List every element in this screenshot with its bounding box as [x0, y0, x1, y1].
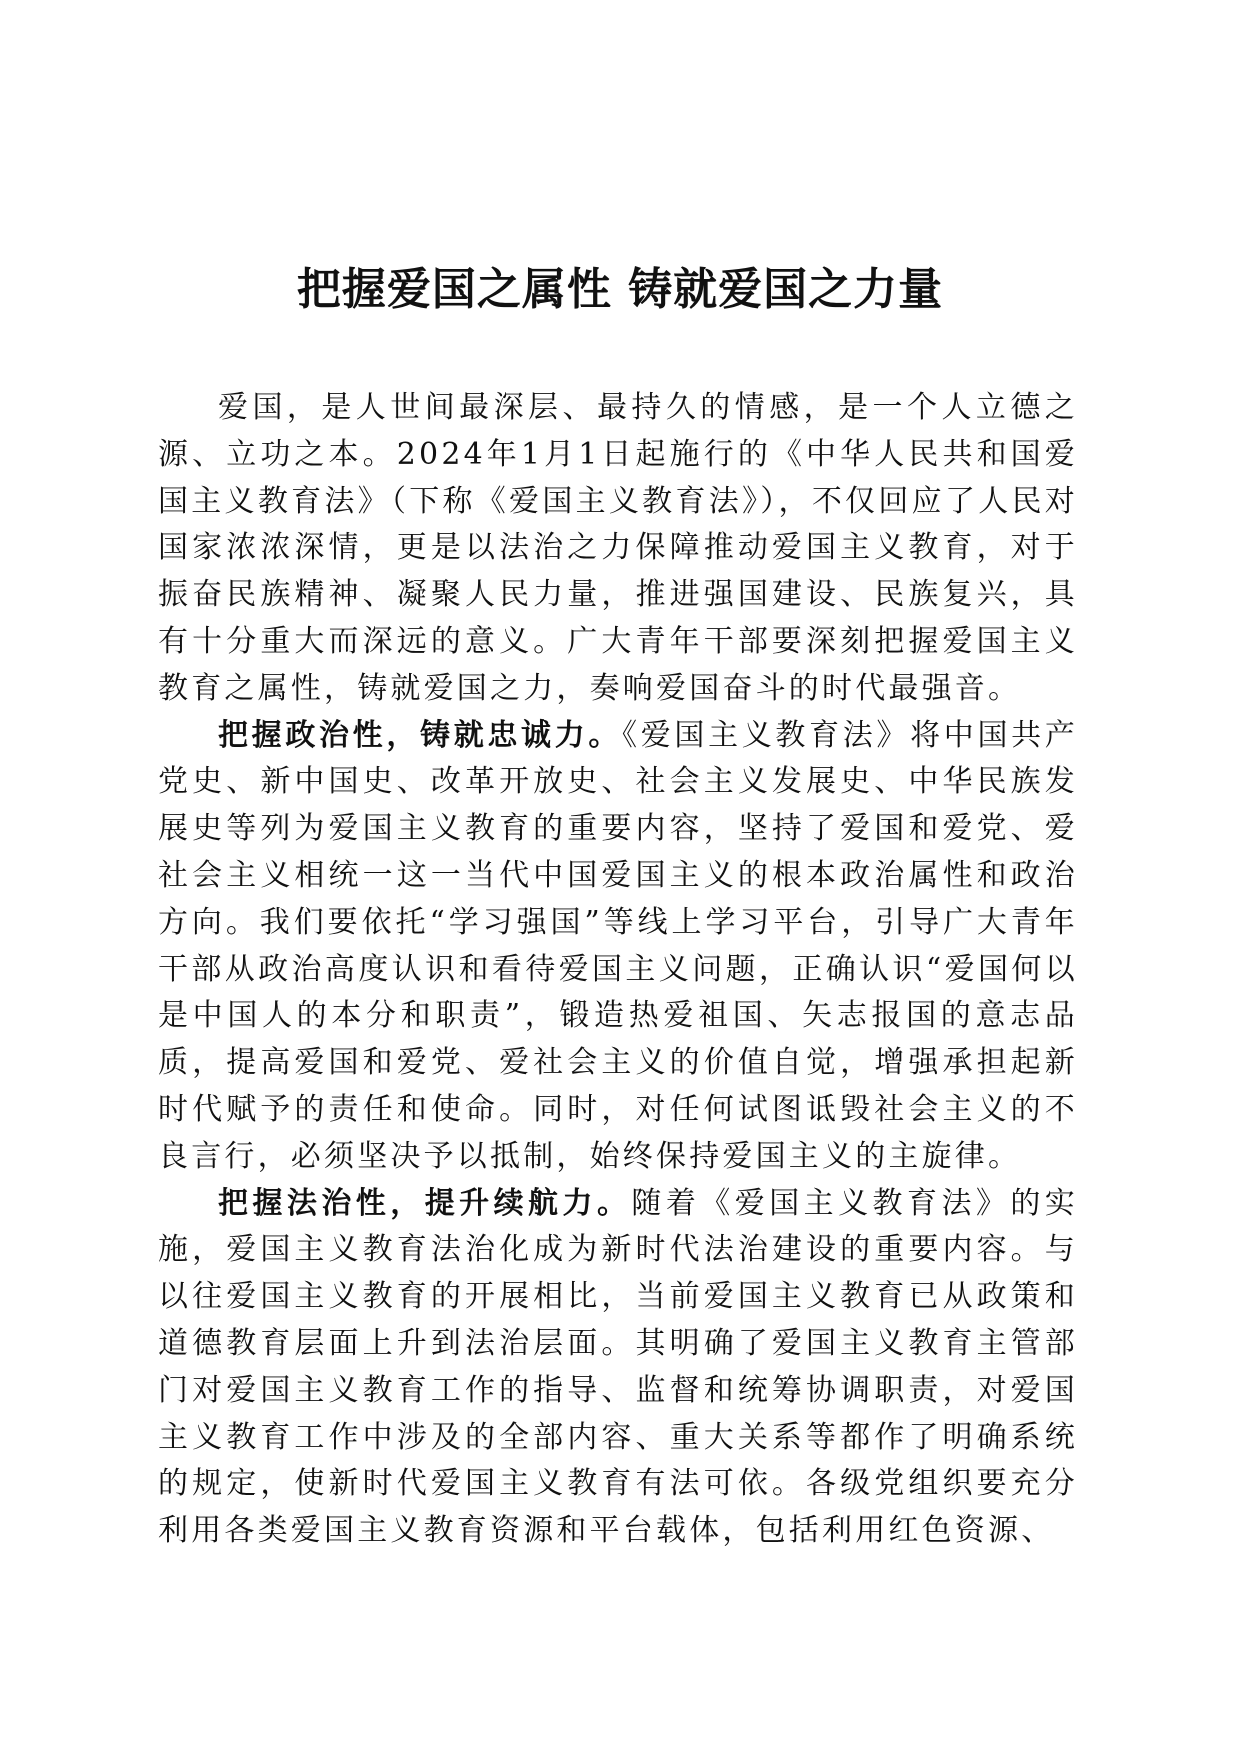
paragraph-lead: 把握政治性，铸就忠诚力。	[218, 717, 623, 753]
paragraph-text: 《爱国主义教育法》将中国共产党史、新中国史、改革开放史、社会主义发展史、中华民族发展史等列为爱国主义教育的重要内容，坚持了爱国和爱党、爱社会主义相统一这一当代中国爱国主义的根本政治属性和政治方向。我们要依托“学习强国”等线上学习平台，引导广大青年干部从政治高度认识和看待爱国主义问题，正确认识“爱国何以是中国人的本分和职责”，锻造热爱祖国、矢志报国的意志品质，提高爱国和爱党、爱社会主义的价值自觉，增强承担起新时代赋予的责任和使命。同时，对任何试图诋毁社会主义的不良言行，必须坚决予以抵制，始终保持爱国主义的主旋律。	[158, 717, 1078, 1174]
paragraph-text: 爱国，是人世间最深层、最持久的情感，是一个人立德之源、立功之本。2024年1月1日起施行的《中华人民共和国爱国主义教育法》（下称《爱国主义教育法》），不仅回应了人民对国家浓浓深情，更是以法治之力保障推动爱国主义教育，对于振奋民族精神、凝聚人民力量，推进强国建设、民族复兴，具有十分重大而深远的意义。广大青年干部要深刻把握爱国主义教育之属性，铸就爱国之力，奏响爱国奋斗的时代最强音。	[158, 390, 1078, 706]
document-body	[158, 385, 1078, 1555]
document-title: 把握爱国之属性 铸就爱国之力量	[296, 264, 944, 315]
paragraph-legal	[158, 1181, 1078, 1555]
paragraph-text: 随着《爱国主义教育法》的实施，爱国主义教育法治化成为新时代法治建设的重要内容。与以往爱国主义教育的开展相比，当前爱国主义教育已从政策和道德教育层面上升到法治层面。其明确了爱国主义教育主管部门对爱国主义教育工作的指导、监督和统筹协调职责，对爱国主义教育工作中涉及的全部内容、重大关系等都作了明确系统的规定，使新时代爱国主义教育有法可依。各级党组织要充分利用各类爱国主义教育资源和平台载体，包括利用红色资源、	[158, 1185, 1078, 1549]
paragraph-intro	[158, 385, 1078, 713]
paragraph-political	[158, 713, 1078, 1181]
paragraph-lead: 把握法治性，提升续航力。	[218, 1185, 632, 1221]
